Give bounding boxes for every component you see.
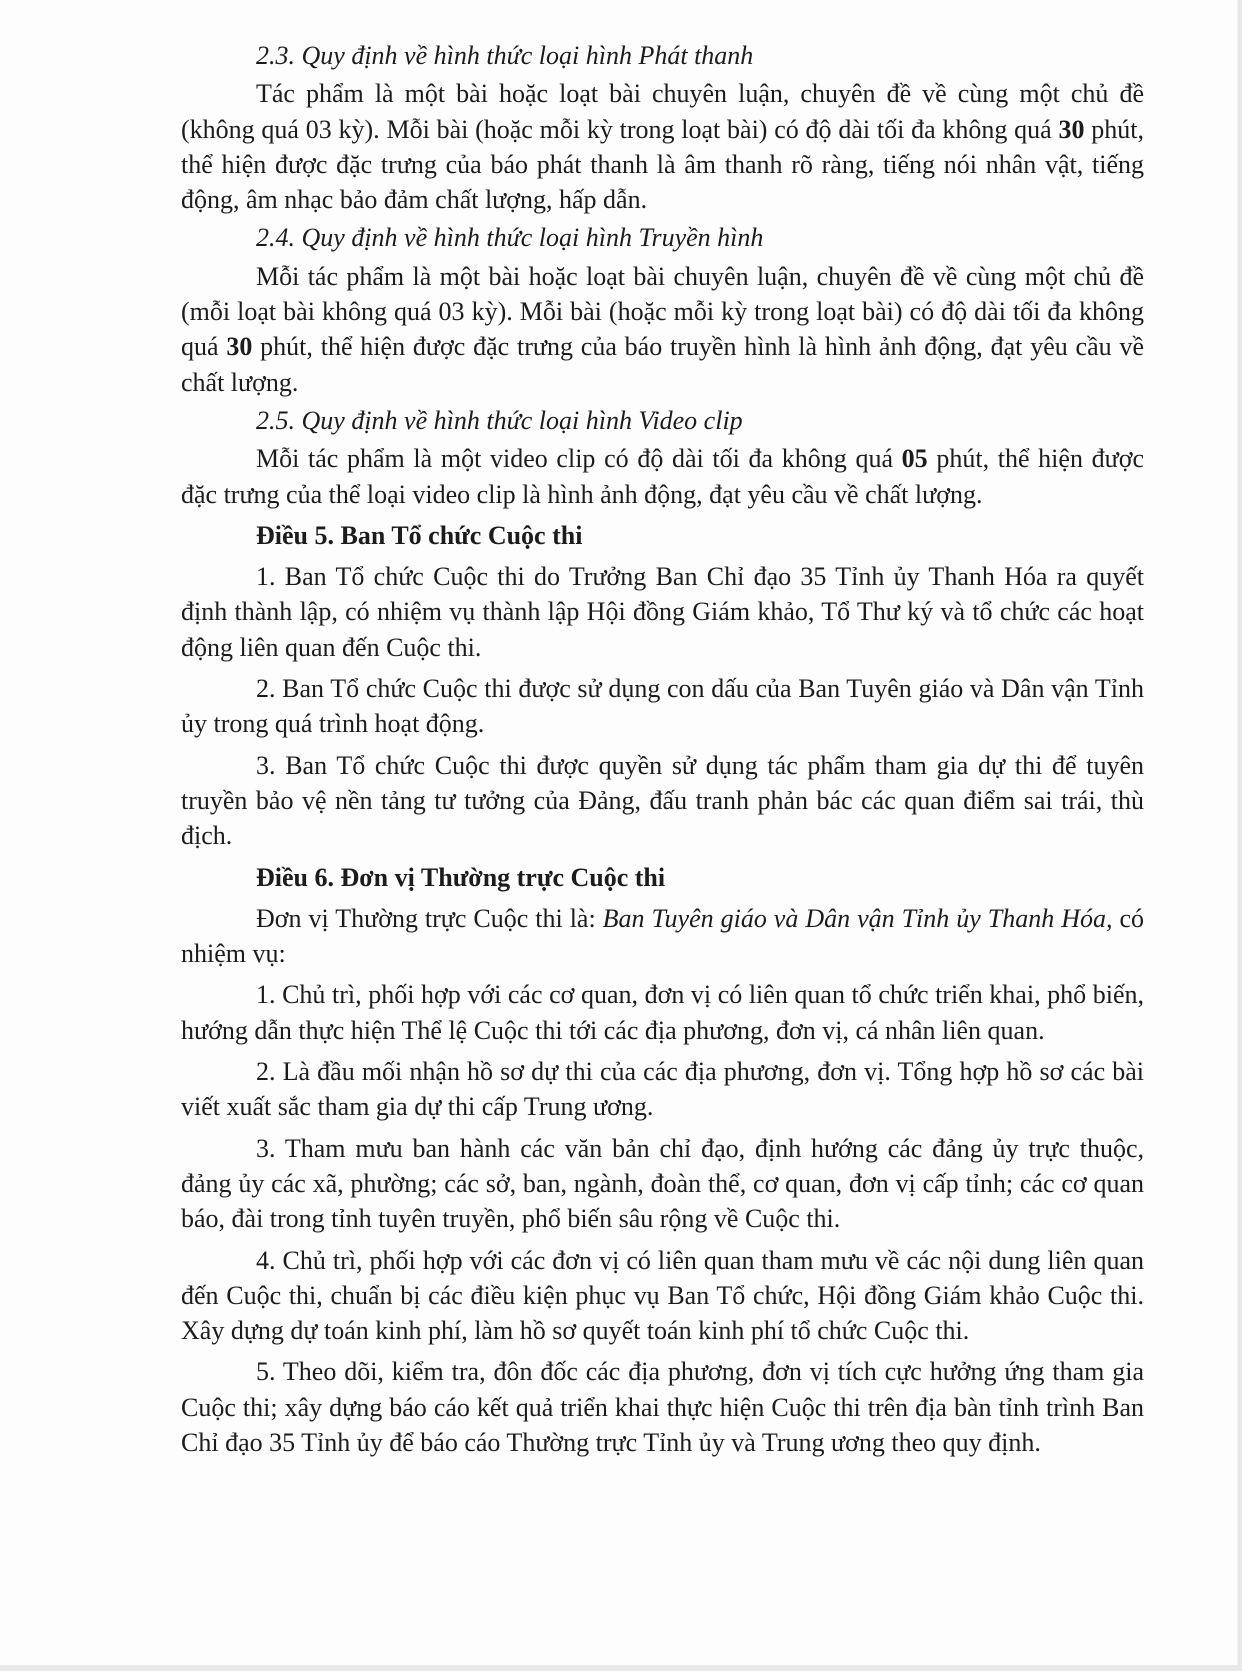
article-6-title: Điều 6. Đơn vị Thường trực Cuộc thi — [256, 862, 666, 892]
page-edge — [1237, 0, 1240, 1665]
article-6-item-5: 5. Theo dõi, kiểm tra, đôn đốc các địa phương, đơn vị tích cực hưởng ứng tham gia Cuộc thi; xây dựng báo cáo kết quả triển khai thực hiện Cuộc thi trên địa bàn tỉnh trình Ban Chỉ đạo 35 Tỉnh ủy để báo cáo Thường trực Tỉnh ủy và Trung ương theo quy định. — [181, 1357, 1144, 1457]
article-6-intro-text-1: Đơn vị Thường trực Cuộc thi là: — [256, 903, 603, 933]
section-2-5-duration: 05 — [901, 444, 928, 474]
article-6-intro-text-2: có nhiệm vụ: — [181, 903, 1144, 969]
section-2-4-duration: 30 — [226, 332, 253, 362]
article-5-title: Điều 5. Ban Tổ chức Cuộc thi — [256, 520, 583, 550]
article-5-item-1: 1. Ban Tổ chức Cuộc thi do Trưởng Ban Chỉ đạo 35 Tỉnh ủy Thanh Hóa ra quyết định thành lập, có nhiệm vụ thành lập Hội đồng Giám khảo, Tổ Thư ký và tổ chức các hoạt động liên quan đến Cuộc thi. — [181, 562, 1144, 662]
section-2-3-title: 2.3. Quy định về hình thức loại hình Phát thanh — [256, 41, 754, 70]
section-2-4-body — [181, 259, 1144, 400]
section-2-4-title: 2.4. Quy định về hình thức loại hình Truyền hình — [256, 223, 764, 253]
article-6-item-1: 1. Chủ trì, phối hợp với các cơ quan, đơn vị có liên quan tổ chức triển khai, phổ biến, hướng dẫn thực hiện Thể lệ Cuộc thi tới các địa phương, đơn vị, cá nhân liên quan. — [181, 980, 1144, 1045]
article-6-item-2: 2. Là đầu mối nhận hồ sơ dự thi của các địa phương, đơn vị. Tổng hợp hồ sơ các bài viết xuất sắc tham gia dự thi cấp Trung ương. — [181, 1057, 1144, 1122]
section-2-5-body — [181, 441, 1144, 512]
article-6-unit-name: Ban Tuyên giáo và Dân vận Tỉnh ủy Thanh Hóa, — [602, 903, 1113, 933]
section-2-3-body-text-2: phút, thể hiện được đặc trưng của báo phát thanh là âm thanh rõ ràng, tiếng nói nhân vật, tiếng động, âm nhạc bảo đảm chất lượng, hấp dẫn. — [181, 114, 1144, 215]
article-5-item-2: 2. Ban Tổ chức Cuộc thi được sử dụng con dấu của Ban Tuyên giáo và Dân vận Tỉnh ủy trong quá trình hoạt động. — [181, 674, 1144, 739]
section-2-3-body-text-1: Tác phẩm là một bài hoặc loạt bài chuyên luận, chuyên đề về cùng một chủ đề (không quá 03 kỳ). Mỗi bài (hoặc mỗi kỳ trong loạt bài) có độ dài tối đa không quá — [181, 79, 1144, 144]
section-2-3-body — [181, 76, 1144, 217]
section-2-3-duration: 30 — [1058, 114, 1085, 144]
section-2-5-title: 2.5. Quy định về hình thức loại hình Video clip — [256, 405, 743, 435]
section-2-4-body-text-2: phút, thể hiện được đặc trưng của báo truyền hình là hình ảnh động, đạt yêu cầu về chất lượng. — [181, 332, 1144, 397]
article-5-item-3: 3. Ban Tổ chức Cuộc thi được quyền sử dụng tác phẩm tham gia dự thi để tuyên truyền bảo vệ nền tảng tư tưởng của Đảng, đấu tranh phản bác các quan điểm sai trái, thù địch. — [181, 750, 1144, 851]
section-2-4-body-text-1: Mỗi tác phẩm là một bài hoặc loạt bài chuyên luận, chuyên đề về cùng một chủ đề (mỗi loạt bài không quá 03 kỳ). Mỗi bài (hoặc mỗi kỳ trong loạt bài) có độ dài tối đa không quá — [181, 261, 1144, 362]
article-6-item-4: 4. Chủ trì, phối hợp với các đơn vị có liên quan tham mưu về các nội dung liên quan đến Cuộc thi, chuẩn bị các điều kiện phục vụ Ban Tổ chức, Hội đồng Giám khảo Cuộc thi. Xây dựng dự toán kinh phí, làm hồ sơ quyết toán kinh phí tổ chức Cuộc thi. — [181, 1245, 1144, 1346]
article-6-item-3: 3. Tham mưu ban hành các văn bản chỉ đạo, định hướng các đảng ủy trực thuộc, đảng ủy các xã, phường; các sở, ban, ngành, đoàn thể, cơ quan, đơn vị cấp tỉnh; các cơ quan báo, đài trong tỉnh tuyên truyền, phổ biến sâu rộng về Cuộc thi. — [181, 1133, 1144, 1234]
article-6-intro — [181, 901, 1144, 972]
section-2-5-body-text-1: Mỗi tác phẩm là một video clip có độ dài tối đa không quá — [256, 444, 902, 474]
section-2-5-body-text-2: phút, thể hiện được đặc trưng của thể loại video clip là hình ảnh động, đạt yêu cầu về chất lượng. — [181, 444, 1145, 509]
